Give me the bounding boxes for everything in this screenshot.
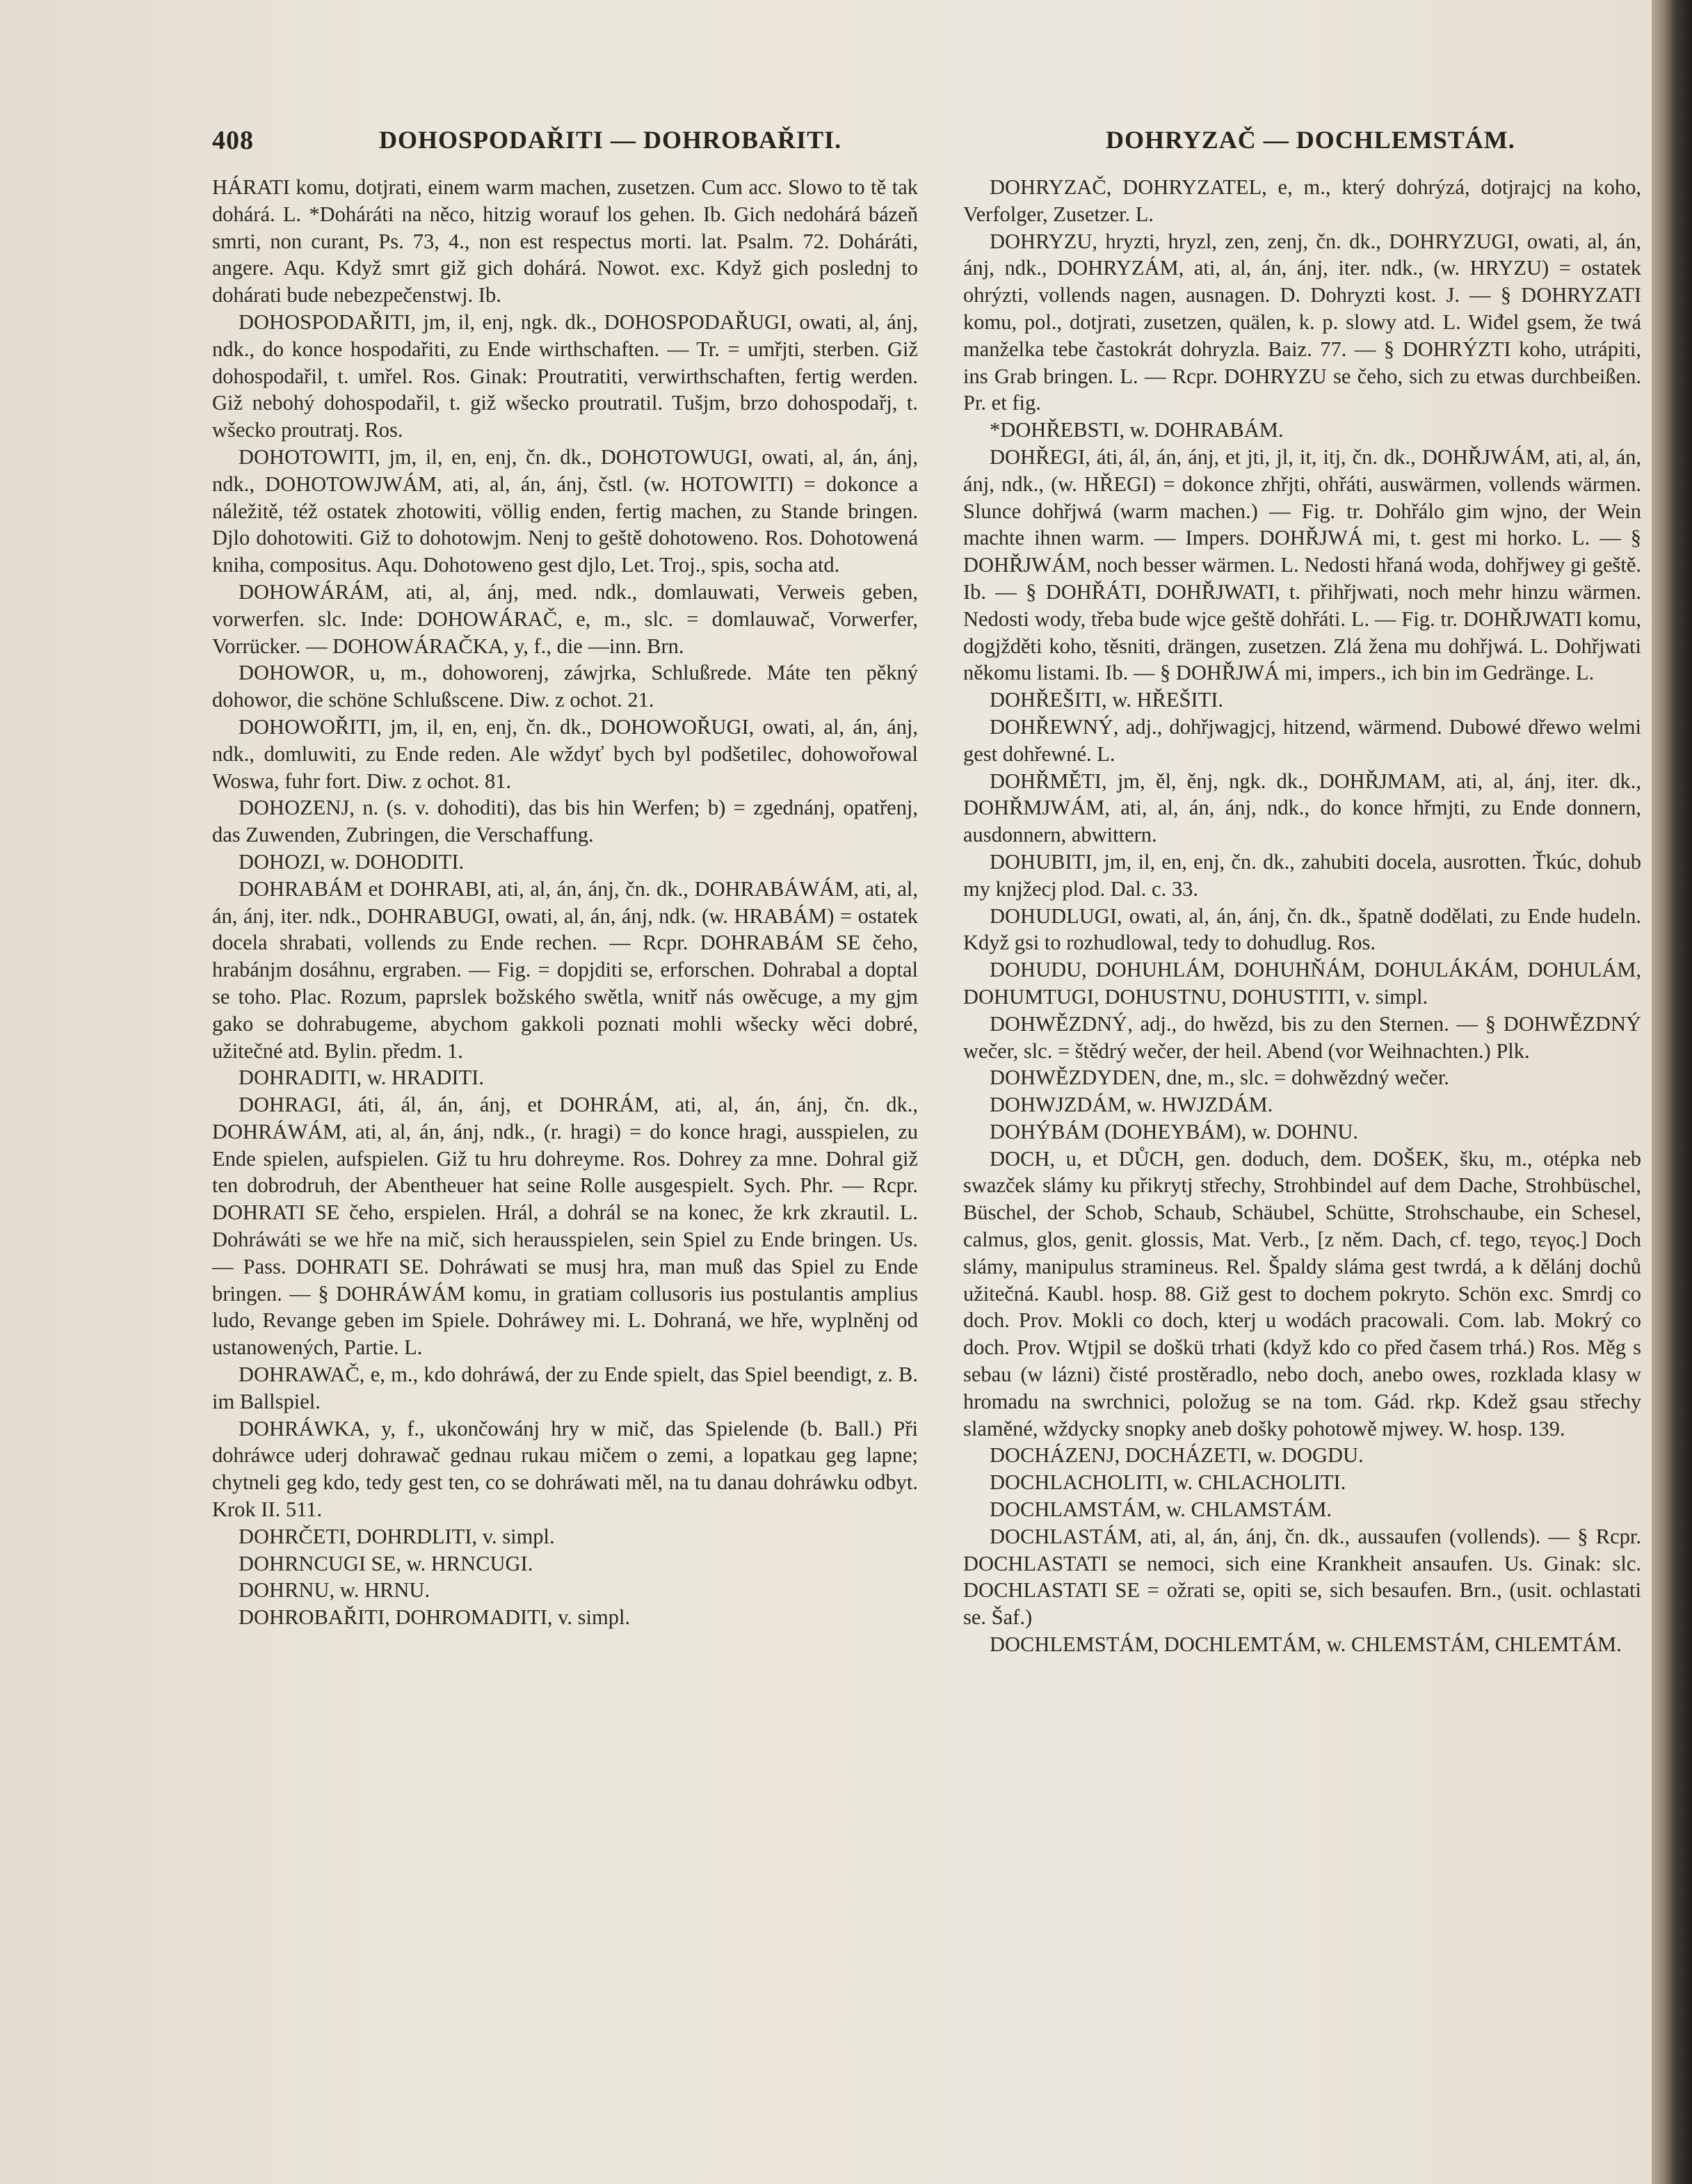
dictionary-entry: DOHRADITI, w. HRADITI. [239, 1066, 484, 1090]
dictionary-entry: DOHRČETI, DOHRDLITI, v. simpl. [239, 1524, 555, 1548]
dictionary-entry: DOHRNU, w. HRNU. [239, 1578, 430, 1603]
dictionary-entry: DOHROBAŘITI, DOHROMADITI, v. simpl. [239, 1605, 631, 1630]
dictionary-entry: DOHUBITI, jm, il, en, enj, čn. dk., zahubiti docela, ausrotten. Ťkúc, dohub my knjžecj plod. Dal. c. 33. [963, 849, 1641, 901]
dictionary-entry: DOHRÁWKA, y, f., ukončowánj hry w mič, das Spielende (b. Ball.) Při dohráwce uderj dohrawač gednau rukau mičem o zemi, a lopatkau geg lapne; chytneli geg kdo, tedy gest ten, co se dohráwati měl, na tu danau dohráwku odbyt. Krok II. 511. [212, 1416, 918, 1522]
dictionary-entry: DOHWJZDÁM, w. HWJZDÁM. [990, 1093, 1273, 1117]
dictionary-entry: DOCH, u, et DŮCH, gen. doduch, dem. DOŠEK, šku, m., otépka neb swazček slámy ku přikrytj střechy, Strohbindel auf dem Dache, Strohbüschel, Büschel, der Schob, Schaub, Schäubel, Schütte, Strohschaube, ein Schesel, calmus, glos, genit. glossis, Mat. Verb., [z něm. Dach, cf. tego, τεγος.] Doch slámy, manipulus stramineus. Rel. Špaldy sláma gest twrdá, a k dělánj dochů užitečná. Kaubl. hosp. 88. Giž gest to dochem pokryto. Schön exc. Smrdj co doch. Prov. Mokli co doch, kterj u wodách pracowali. Com. lab. Mokrý co doch. Prov. Wtjpil se doškü trhati (když kdo co před časem trhá.) Ros. Měg s sebau (w lázni) čisté prostěradlo, nebo doch, anebo owes, rozklada klasy w hromadu na swrchnici, položug se na tom. Gád. rkp. Kdež gsau střechy slaměné, wždycky snopky aneb došky pohotowě mjwey. W. hosp. 139. [963, 1146, 1641, 1440]
dictionary-entry: HÁRATI komu, dotjrati, einem warm machen, zusetzen. Cum acc. Slowo to tě tak dohárá. L. *Doháráti na něco, hitzig worauf los gehen. Ib. Gich nedohárá bázeň smrti, non curant, Ps. 73, 4., non est respectus morti. lat. Psalm. 72. Doháráti, angere. Aqu. Když smrt giž gich dohárá. Nowot. exc. Když gich poslednj to dohárati bude nebezpečenstwj. Ib. [212, 175, 918, 307]
dictionary-entry: DOHRYZU, hryzti, hryzl, zen, zenj, čn. dk., DOHRYZUGI, owati, al, án, ánj, ndk., DOHRYZÁM, ati, al, án, ánj, iter. ndk., (w. HRYZU) = ostatek ohrýzti, vollends nagen, ausnagen. D. Dohryzti kost. J. — § DOHRYZATI komu, pol., dotjrati, zusetzen, quälen, k. p. slowy atd. L. Wiđel gsem, že twá manželka tebe častokrát dohryzla. Baiz. 77. — § DOHRÝZTI koho, utrápiti, ins Grab bringen. L. — Rcpr. DOHRYZU se čeho, sich zu etwas durchbeißen. Pr. et fig. [963, 229, 1641, 415]
dictionary-entry: DOCHLASTÁM, ati, al, án, ánj, čn. dk., aussaufen (vollends). — § Rcpr. DOCHLASTATI se nemoci, sich eine Krankheit ansaufen. Us. Ginak: slc. DOCHLASTATI SE = ožrati se, opiti se, sich besaufen. Brn., (usit. ochlastati se. Šaf.) [963, 1524, 1641, 1630]
dictionary-entry: DOCHÁZENJ, DOCHÁZETI, w. DOGDU. [990, 1443, 1364, 1468]
dictionary-entry: DOHRAGI, áti, ál, án, ánj, et DOHRÁM, ati, al, án, ánj, čn. dk., DOHRÁWÁM, ati, al, án, ánj, ndk., (r. hragi) = do konce hragi, ausspielen, zu Ende spielen, aufspielen. Giž tu hru dohreyme. Ros. Dohrey za mne. Dohral giž ten dobrodruh, der Abentheuer hat seine Rolle ausgespielt. Sych. Phr. — Rcpr. DOHRATI SE čeho, erspielen. Hrál, a dohrál se na konec, že krk zkrautil. L. Dohráwáti se we hře na mič, sich herausspielen, sein Spiel zu Ende bringen. Us. — Pass. DOHRATI SE. Dohráwati se musj hra, man muß das Spiel zu Ende bringen. — § DOHRÁWÁM komu, in gratiam collusoris ius postulantis amplius ludo, Revange geben im Spiele. Dohráwey mi. L. Dohraná, we hře, wyplněnj od ustanowených, Partie. L. [212, 1093, 918, 1360]
dictionary-entry: DOHOWÁRÁM, ati, al, ánj, med. ndk., domlauwati, Verweis geben, vorwerfen. slc. Inde: DOHOWÁRAČ, e, m., slc. = domlauwač, Vorwerfer, Vorrücker. — DOHOWÁRAČKA, y, f., die —inn. Brn. [212, 579, 918, 658]
dictionary-entry: DOHWĚZDYDEN, dne, m., slc. = dohwězdný wečer. [990, 1066, 1449, 1090]
dictionary-entry: DOCHLEMSTÁM, DOCHLEMTÁM, w. CHLEMSTÁM, CHLEMTÁM. [990, 1632, 1622, 1657]
dictionary-entry: DOHUDU, DOHUHLÁM, DOHUHŇÁM, DOHULÁKÁM, DOHULÁM, DOHUMTUGI, DOHUSTNU, DOHUSTITI, v. simpl. [963, 958, 1641, 1009]
dictionary-entry: DOHRABÁM et DOHRABI, ati, al, án, ánj, čn. dk., DOHRABÁWÁM, ati, al, án, ánj, iter. ndk., DOHRABUGI, owati, al, án, ánj, ndk. (w. HRABÁM) = ostatek docela shrabati, vollends zu Ende rechen. — Rcpr. DOHRABÁM SE čeho, hrabánjm dosáhnu, ergraben. — Fig. = dopjditi se, erforschen. Dohrabal a doptal se toho. Plac. Rozum, paprslek božského swětla, wnitř nás owěcuge, a my gjm gako se dohrabugeme, abychom gakkoli poznati mohli wšecky wěci dobré, užitečné atd. Bylin. předm. 1. [212, 876, 918, 1063]
right-running-head: DOHRYZAČ — DOCHLEMSTÁM. [1106, 126, 1515, 154]
dictionary-entry: DOHŘEŠITI, w. HŘEŠITI. [990, 688, 1224, 712]
dictionary-entry: *DOHŘEBSTI, w. DOHRABÁM. [990, 418, 1284, 442]
dictionary-entry: DOHRYZAČ, DOHRYZATEL, e, m., který dohrýzá, dotjrajcj na koho, Verfolger, Zusetzer. L. [963, 175, 1641, 226]
right-column [963, 174, 1641, 1658]
dictionary-entry: DOHŘEGI, áti, ál, án, ánj, et jti, jl, it, itj, čn. dk., DOHŘJWÁM, ati, al, án, ánj, ndk., (w. HŘEGI) = dokonce zhřjti, ohřáti, auswärmen, vollends wärmen. Slunce dohřjwá (warm machen.) — Fig. tr. Dohřálo gim wjno, der Wein machte ihnen warm. — Impers. DOHŘJWÁ mi, t. gest mi horko. L. — § DOHŘJWÁM, noch besser wärmen. L. Nedosti hřaná woda, dohřjwey gi geště. Ib. — § DOHŘÁTI, DOHŘJWATI, t. přihřjwati, noch mehr hinzu wärmen. Nedosti wody, třeba bude wjce geště dohřáti. L. — Fig. tr. DOHŘJWATI komu, dogjžděti koho, těsniti, drängen, zusetzen. Zlá žena mu dohřjwá. L. Dohřjwati někomu listami. Ib. — § DOHŘJWÁ mi, impers., ich bin im Gedränge. L. [963, 444, 1641, 685]
left-column [212, 174, 918, 1631]
dictionary-entry: DOHOZI, w. DOHODITI. [239, 849, 465, 874]
dictionary-entry: DOHOWOŘITI, jm, il, en, enj, čn. dk., DOHOWOŘUGI, owati, al, án, ánj, ndk., domluwiti, zu Ende reden. Ale wždyť bych byl podšetilec, dohowořowal Woswa, fuhr fort. Diw. z ochot. 81. [212, 714, 918, 793]
dictionary-entry: DOHRAWAČ, e, m., kdo dohráwá, der zu Ende spielt, das Spiel beendigt, z. B. im Ballspiel. [212, 1363, 918, 1413]
dictionary-entry: DOHŘMĚTI, jm, ěl, ěnj, ngk. dk., DOHŘJMAM, ati, al, ánj, iter. dk., DOHŘMJWÁM, ati, al, án, ánj, ndk., do konce hřmjti, zu Ende donnern, ausdonnern, abwittern. [963, 769, 1641, 847]
dictionary-entry: DOHOTOWITI, jm, il, en, enj, čn. dk., DOHOTOWUGI, owati, al, án, ánj, ndk., DOHOTOWJWÁM, ati, al, án, ánj, čstl. (w. HOTOWITI) = dokonce a náležitě, též ostatek zhotowiti, völlig enden, fertig machen, zu Stande bringen. Djlo dohotowiti. Giž to dohotowjm. Nenj to geště dohotoweno. Ros. Dohotowená kniha, compositus. Aqu. Dohotoweno gest djlo, Let. Troj., spis, socha atd. [212, 444, 918, 577]
dictionary-entry: DOHOSPODAŘITI, jm, il, enj, ngk. dk., DOHOSPODAŘUGI, owati, al, ánj, ndk., do konce hospodařiti, zu Ende wirthschaften. — Tr. = umřjti, sterben. Giž dohospodařil, t. umřel. Ros. Ginak: Proutratiti, verwirthschaften, fertig werden. Giž nebohý dohospodařil, t. giž wšecko proutratil. Tušjm, brzo dohospodařj, t. wšecko proutratj. Ros. [212, 310, 918, 442]
dictionary-entry: DOCHLACHOLITI, w. CHLACHOLITI. [990, 1470, 1346, 1495]
left-running-head: DOHOSPODAŘITI — DOHROBAŘITI. [379, 126, 842, 154]
dictionary-entry: DOHÝBÁM (DOHEYBÁM), w. DOHNU. [990, 1119, 1359, 1143]
dictionary-entry: DOHWĚZDNÝ, adj., do hwězd, bis zu den Sternen. — § DOHWĚZDNÝ wečer, slc. = štědrý wečer, der heil. Abend (vor Weihnachten.) Plk. [963, 1011, 1641, 1063]
dictionary-entry: DOHOWOR, u, m., dohoworenj, záwjrka, Schlußrede. Máte ten pěkný dohowor, die schöne Schlußscene. Diw. z ochot. 21. [212, 661, 918, 712]
page-number: 408 [212, 126, 254, 155]
dictionary-entry: DOCHLAMSTÁM, w. CHLAMSTÁM. [990, 1498, 1332, 1522]
dictionary-entry: DOHŘEWNÝ, adj., dohřjwagjcj, hitzend, wärmend. Dubowé dřewo welmi gest dohřewné. L. [963, 714, 1641, 766]
book-binding-edge [1652, 0, 1692, 2184]
dictionary-entry: DOHOZENJ, n. (s. v. dohoditi), das bis hin Werfen; b) = zgednánj, opatřenj, das Zuwenden, Zubringen, die Verschaffung. [212, 796, 918, 847]
dictionary-entry: DOHRNCUGI SE, w. HRNCUGI. [239, 1551, 533, 1575]
dictionary-entry: DOHUDLUGI, owati, al, án, ánj, čn. dk., špatně dodělati, zu Ende hudeln. Když gsi to rozhudlowal, tedy to dohudlug. Ros. [963, 904, 1641, 955]
